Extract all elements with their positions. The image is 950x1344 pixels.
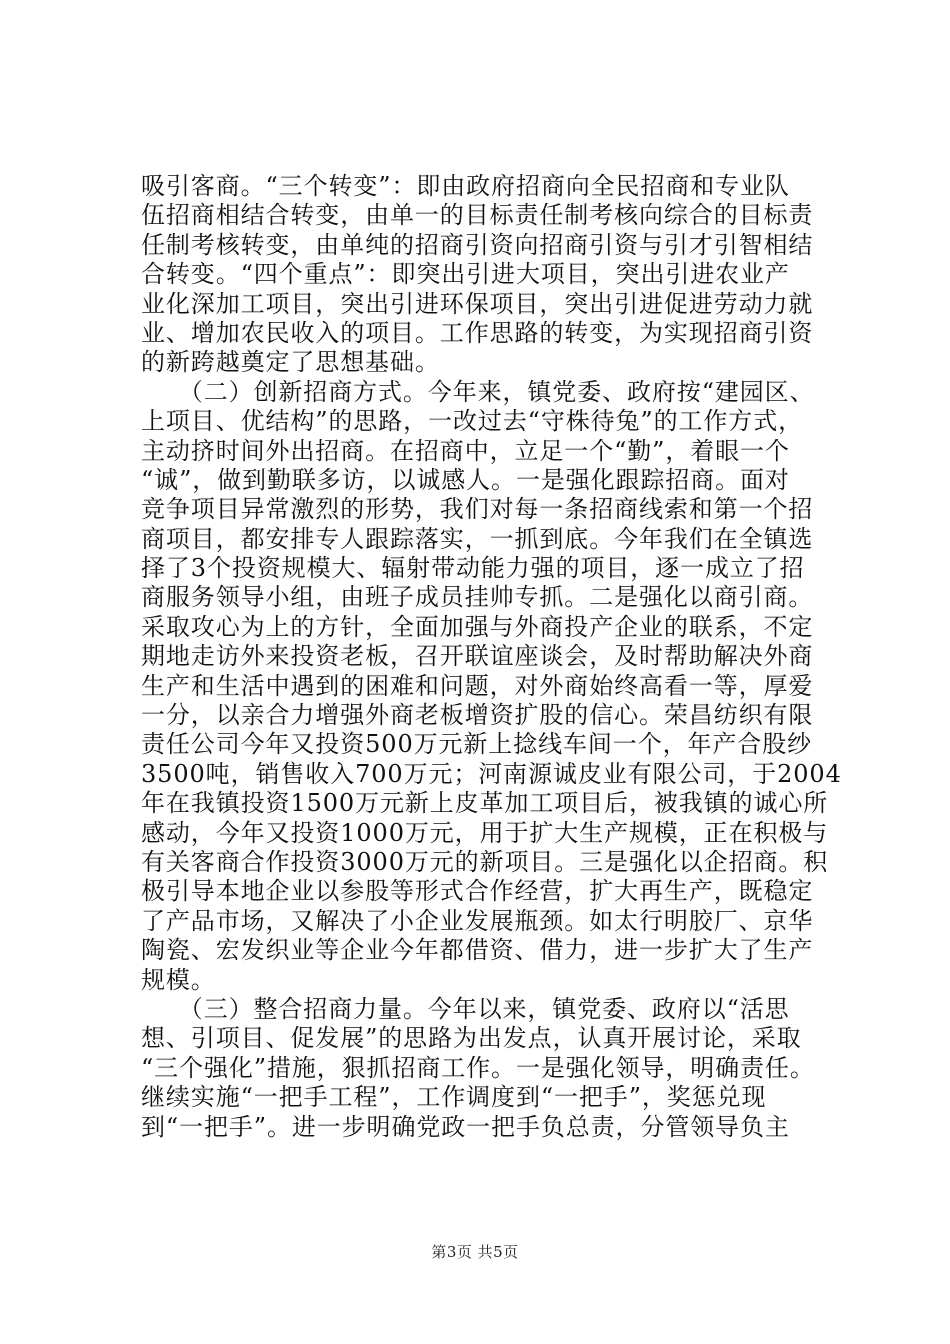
text-line: 吸引客商。“三个转变”：即由政府招商向全民招商和专业队 [141, 172, 790, 200]
text-line: 一分，以亲合力增强外商老板增资扩股的信心。荣昌纺织有限 [141, 701, 814, 730]
text-line: 极引导本地企业以参股等形式合作经营，扩大再生产，既稳定 [141, 877, 814, 906]
text-line: 主动挤时间外出招商。在招商中，立足一个“勤”，着眼一个 [141, 436, 790, 465]
text-line: 任制考核转变，由单纯的招商引资向招商引资与引才引智相结 [141, 230, 814, 259]
text-line: 继续实施“一把手工程”，工作调度到“一把手”，奖惩兑现 [141, 1083, 767, 1112]
text-line: 年在我镇投资1500万元新上皮革加工项目后，被我镇的诚心所 [141, 789, 829, 818]
text-line: 伍招商相结合转变，由单一的目标责任制考核向综合的目标责 [141, 201, 814, 230]
text-line: 责任公司今年又投资500万元新上捻线车间一个，年产合股纱 [141, 730, 813, 759]
text-line: 竞争项目异常激烈的形势，我们对每一条招商线索和第一个招 [141, 495, 814, 524]
text-line: 商项目，都安排专人跟踪落实，一抓到底。今年我们在全镇选 [141, 524, 814, 553]
text-line: 到“一把手”。进一步明确党政一把手负总责，分管领导负主 [141, 1112, 790, 1141]
text-line: 上项目、优结构”的思路，一改过去“守株待兔”的工作方式， [141, 407, 804, 436]
text-line: 规模。 [141, 965, 216, 994]
text-line: 有关客商合作投资3000万元的新项目。三是强化以企招商。积 [141, 847, 829, 876]
text-line: （三）整合招商力量。今年以来，镇党委、政府以“活思 [141, 994, 790, 1023]
text-line: 感动，今年又投资1000万元，用于扩大生产规模，正在积极与 [141, 818, 829, 847]
text-line: 商服务领导小组，由班子成员挂帅专抓。二是强化以商引商。 [141, 583, 814, 612]
text-line: “三个强化”措施，狠抓招商工作。一是强化领导，明确责任。 [141, 1053, 815, 1082]
text-line: 采取攻心为上的方针，全面加强与外商投产企业的联系，不定 [141, 612, 814, 641]
page-footer: 第3页 共5页 [431, 1243, 519, 1261]
text-line: 合转变。“四个重点”：即突出引进大项目，突出引进农业产 [141, 260, 790, 289]
text-line: “诚”，做到勤联多访，以诚感人。一是强化跟踪招商。面对 [141, 465, 790, 494]
text-line: 业、增加农民收入的项目。工作思路的转变，为实现招商引资 [141, 318, 814, 347]
text-line: 生产和生活中遇到的困难和问题，对外商始终高看一等，厚爱 [141, 671, 814, 700]
text-line: （二）创新招商方式。今年来，镇党委、政府按“建园区、 [141, 377, 815, 406]
text-line: 想、引项目、促发展”的思路为出发点，认真开展讨论，采取 [141, 1024, 802, 1053]
text-line: 业化深加工项目，突出引进环保项目，突出引进促进劳动力就 [141, 289, 814, 318]
text-line: 的新跨越奠定了思想基础。 [141, 348, 440, 377]
body-text [141, 172, 861, 1142]
text-line: 期地走访外来投资老板，召开联谊座谈会，及时帮助解决外商 [141, 642, 814, 671]
text-line: 3500吨，销售收入700万元；河南源诚皮业有限公司，于2004 [141, 759, 842, 788]
text-line: 陶瓷、宏发织业等企业今年都借资、借力，进一步扩大了生产 [141, 936, 814, 965]
text-line: 择了3个投资规模大、辐射带动能力强的项目，逐一成立了招 [141, 554, 805, 583]
text-line: 了产品市场，又解决了小企业发展瓶颈。如太行明胶厂、京华 [141, 906, 814, 935]
